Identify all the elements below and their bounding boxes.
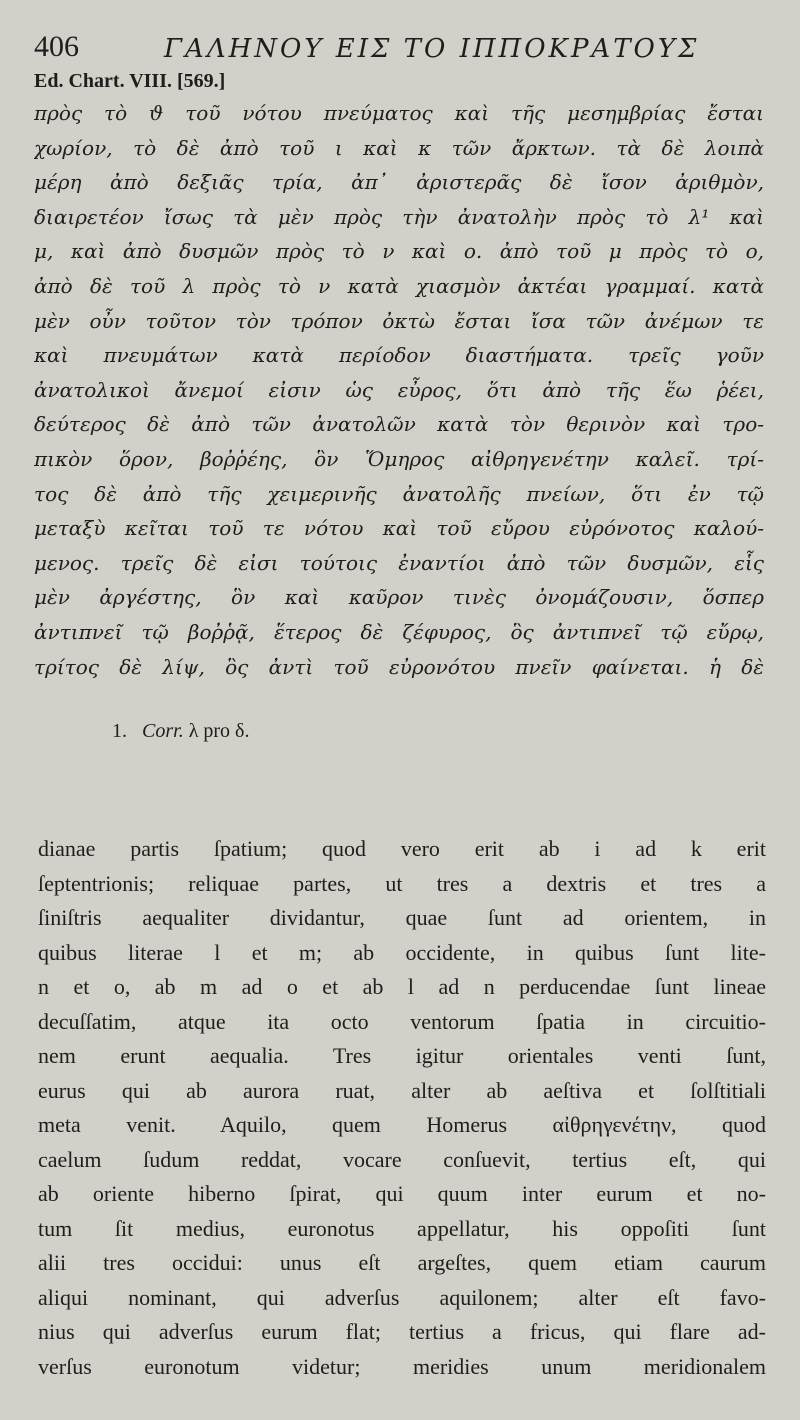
greek-text-block	[34, 96, 764, 684]
greek-line: διαιρετέον ἴσως τὰ μὲν πρὸς τὴν ἀνατολὴν πρὸς τὸ λ¹ καὶ	[34, 204, 764, 229]
footnote	[112, 720, 249, 743]
greek-line: πικὸν ὅρον, βοῤῥέης, ὃν Ὅμηρος αἰθρηγενέτην καλεῖ. τρί-	[34, 446, 764, 471]
running-title: ΓΑΛΗΝΟΥ ΕΙΣ ΤΟ ΙΠΠΟΚΡΑΤΟΥΣ	[164, 34, 700, 64]
latin-line: verſus euronotum videtur; meridies unum meridionalem	[38, 1353, 766, 1379]
greek-line: ἀνατολικοὶ ἄνεμοί εἰσιν ὡς εὖρος, ὅτι ἀπὸ τῆς ἕω ῥέει,	[34, 377, 764, 402]
latin-line: nem erunt aequalia. Tres igitur orientales venti ſunt,	[38, 1043, 766, 1068]
latin-line: ſeptentrionis; reliquae partes, ut tres a dextris et tres a	[38, 870, 766, 896]
latin-line: eurus qui ab aurora ruat, alter ab aeſtiva et ſolſtitiali	[38, 1077, 766, 1103]
latin-line: tum ſit medius, euronotus appellatur, his oppoſiti ſunt	[38, 1215, 766, 1241]
greek-line: τος δὲ ἀπὸ τῆς χειμερινῆς ἀνατολῆς πνείων, ὅτι ἐν τῷ	[34, 481, 764, 506]
latin-line: alii tres occidui: unus eſt argeſtes, quem etiam caurum	[38, 1250, 766, 1275]
page-number: 406	[34, 30, 79, 63]
latin-line: dianae partis ſpatium; quod vero erit ab i ad k erit	[38, 836, 766, 861]
greek-line: ἀντιπνεῖ τῷ βοῤῥᾷ, ἕτερος δὲ ζέφυρος, ὃς ἀντιπνεῖ τῷ εὔρῳ,	[34, 619, 764, 644]
greek-line: χωρίον, τὸ δὲ ἀπὸ τοῦ ι καὶ κ τῶν ἄρκτων. τὰ δὲ λοιπὰ	[34, 135, 764, 160]
greek-line: δεύτερος δὲ ἀπὸ τῶν ἀνατολῶν κατὰ τὸν θερινὸν καὶ τρο-	[34, 412, 764, 437]
page-header	[34, 24, 774, 72]
greek-line: τρίτος δὲ λίψ, ὃς ἀντὶ τοῦ εὐρονότου πνεῖν φαίνεται. ἡ δὲ	[34, 654, 764, 679]
latin-text-block	[38, 832, 766, 1384]
greek-line: καὶ πνευμάτων κατὰ περίοδον διαστήματα. τρεῖς γοῦν	[34, 343, 764, 368]
footnote-text: λ pro δ.	[188, 720, 250, 742]
edition-reference: Ed. Chart. VIII. [569.]	[34, 70, 226, 92]
greek-line: μεταξὺ κεῖται τοῦ τε νότου καὶ τοῦ εὔρου εὐρόνοτος καλού-	[34, 516, 764, 541]
greek-line: μ, καὶ ἀπὸ δυσμῶν πρὸς τὸ ν καὶ ο. ἀπὸ τοῦ μ πρὸς τὸ ο,	[34, 239, 764, 264]
footnote-number: 1.	[112, 720, 127, 742]
latin-line: meta venit. Aquilo, quem Homerus αἰθρηγενέτην, quod	[38, 1112, 766, 1137]
latin-line: decuſſatim, atque ita octo ventorum ſpatia in circuitio-	[38, 1008, 766, 1034]
greek-line: μὲν οὖν τοῦτον τὸν τρόπον ὀκτὼ ἔσται ἴσα τῶν ἀνέμων τε	[34, 308, 764, 333]
greek-line: μὲν ἀργέστης, ὃν καὶ καῦρον τινὲς ὀνομάζουσιν, ὅσπερ	[34, 585, 764, 610]
latin-line: n et o, ab m ad o et ab l ad n perducendae ſunt lineae	[38, 974, 766, 999]
greek-line: ἀπὸ δὲ τοῦ λ πρὸς τὸ ν κατὰ χιασμὸν ἀκτέαι γραμμαί. κατὰ	[34, 273, 764, 298]
latin-line: nius qui adverſus eurum flat; tertius a fricus, qui flare ad-	[38, 1319, 766, 1344]
latin-line: quibus literae l et m; ab occidente, in quibus ſunt lite-	[38, 939, 766, 965]
footnote-abbrev: Corr.	[142, 720, 184, 742]
greek-line: πρὸς τὸ ϑ τοῦ νότου πνεύματος καὶ τῆς μεσημβρίας ἔσται	[34, 101, 764, 125]
greek-line: μέρη ἀπὸ δεξιᾶς τρία, ἀπ᾽ ἀριστερᾶς δὲ ἴσον ἀριθμὸν,	[34, 170, 764, 195]
greek-line: μενος. τρεῖς δὲ εἰσι τούτοις ἐναντίοι ἀπὸ τῶν δυσμῶν, εἷς	[34, 550, 764, 575]
latin-line: caelum ſudum reddat, vocare conſuevit, tertius eſt, qui	[38, 1146, 766, 1172]
latin-line: ab oriente hiberno ſpirat, qui quum inter eurum et no-	[38, 1181, 766, 1206]
latin-line: ſiniſtris aequaliter dividantur, quae ſunt ad orientem, in	[38, 905, 766, 930]
latin-line: aliqui nominant, qui adverſus aquilonem; alter eſt favo-	[38, 1284, 766, 1310]
